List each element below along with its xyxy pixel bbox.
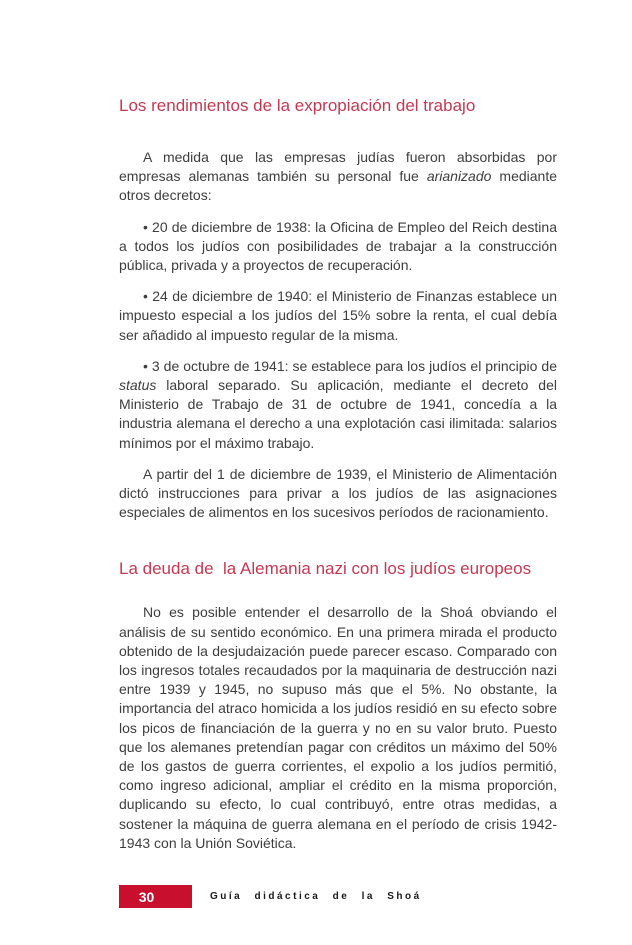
bullet-item-1940 [119,287,557,345]
bullet-item-1941-pre: • 3 de octubre de 1941: se establece para los judíos el principio de [143,357,557,374]
bullet-item-1940-pre: • 24 de diciembre de 1940: el Ministerio de Finanzas establece un impuesto especial a los judíos del 15% sobre la renta, el cual debía ser añadido al impuesto regular de la misma. [119,288,557,343]
section-heading-expropiacion: Los rendimientos de la expropiación del trabajo [119,96,476,115]
bullet-item-1938 [119,218,557,276]
bullet-item-1941-post: laboral separado. Su aplicación, mediante el decreto del Ministerio de Trabajo de 31 de octubre de 1941, concedía a la industria alemana el derecho a una explotación casi ilimitada: salarios mínimos por el máximo trabajo. [119,377,557,451]
section-heading-deuda: La deuda de la Alemania nazi con los judíos europeos [119,559,532,579]
bullet-item-1941-italic: status [119,377,157,394]
paragraph-alimentacion: A partir del 1 de diciembre de 1939, el Ministerio de Alimentación dictó instrucciones para privar a los judíos de las asignaciones especiales de alimentos en los sucesivos períodos de racionamiento. [119,465,557,521]
paragraph-intro [119,148,557,206]
bullet-item-1941 [119,357,557,453]
paragraph-intro-italic: arianizado [426,168,492,185]
page-text-column [119,0,557,865]
book-title: Guía didáctica de la Shoá [210,891,422,902]
paragraph-intro-post: mediante otros decretos: [119,168,557,204]
page-number-badge: 30 [119,885,192,908]
paragraph-intro-pre: A medida que las empresas judías fueron absorbidas por empresas alemanas también su personal fue [119,149,557,185]
bullet-item-1938-pre: • 20 de diciembre de 1938: la Oficina de Empleo del Reich destina a todos los judíos con posibilidades de trabajar a la construcción pública, privada y a proyectos de recuperación. [119,218,557,274]
paragraph-deuda: No es posible entender el desarrollo de la Shoá obviando el análisis de su sentido económico. En una primera mirada el producto obtenido de la desjudaización puede parecer escaso. Comparado con los ingresos totales recaudados por la maquinaria de destrucción nazi entre 1939 y 1945, no supuso más que el 5%. No obstante, la importancia del atraco homicida a los judíos residió en su efecto sobre los picos de financiación de la guerra y no en su valor bruto. Puesto que los alemanes pretendían pagar con créditos un máximo del 50% de los gastos de guerra corrientes, el expolio a los judíos permitió, como ingreso adicional, ampliar el crédito en la misma proporción, duplicando su efecto, lo cual contribuyó, entre otras medidas, a sostener la máquina de guerra alemana en el período de crisis 1942-1943 con la Unión Soviética. [119,604,557,851]
